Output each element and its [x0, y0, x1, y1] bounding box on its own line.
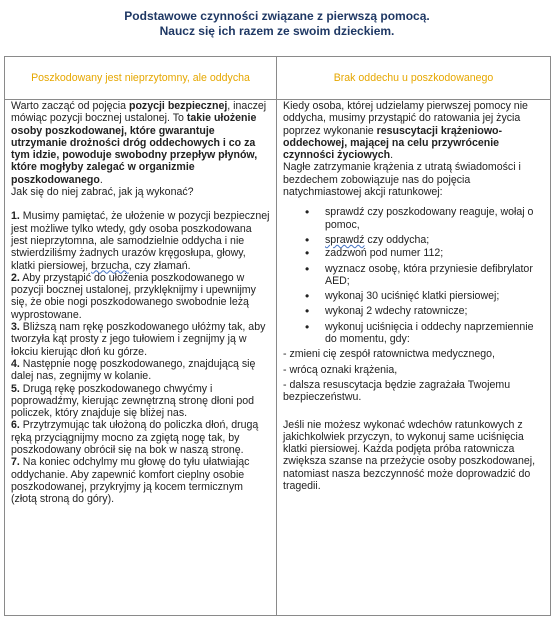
spellcheck-underlined-word: sprawdź: [325, 233, 365, 246]
dash-item: - wrócą oznaki krążenia,: [283, 363, 398, 376]
document-title: [0, 9, 554, 39]
intro-text: .: [390, 149, 394, 162]
step-4: [11, 358, 270, 383]
step-3: [11, 321, 270, 358]
title-line-2: Naucz się ich razem ze swoim dzieckiem.: [159, 24, 395, 38]
step-text: Bliższą nam rękę poszkodowanego ułóżmy tak, aby tworzyła kąt prosty z jego tułowiem i zegnijmy ją w łokciu kierując dłoń ku górze.: [11, 321, 266, 358]
step-text: Przytrzymując tak ułożoną do policzka dłoń, drugą ręką przyciągnijmy mocno za zgiętą nogę tak, by poszkodowany obrócił się na bok w naszą stronę.: [11, 419, 259, 457]
step-number: 6.: [11, 419, 20, 432]
header-row: [5, 57, 551, 100]
closing-paragraph: Jeśli nie możesz wykonać wdechów ratunkowych z jakichkolwiek przyczyn, to wykonuj same uciśnięcia klatki piersiowej. Każda podjęta próba ratownicza zwiększa szanse na przeżycie osoby poszkodowanej, natomiast nasza bezczynność może doprowadzić do tragedii.: [283, 418, 536, 493]
bullet-text: czy oddycha;: [364, 233, 430, 246]
step-text: Drugą rękę poszkodowanego chwyćmy i poprowadźmy, kierując zewnętrzną stronę dłoni pod policzek, który znajduje się bliżej nas.: [11, 382, 254, 420]
left-column-header: Poszkodowany jest nieprzytomny, ale oddycha: [5, 57, 277, 100]
step-text: Na koniec odchylmy mu głowę do tyłu ułatwiając oddychanie. Aby zapewnić komfort cieplny osobie poszkodowanej, przykryjmy ją kocem termicznym (złotą stroną do góry).: [11, 456, 250, 506]
intro-text: Kiedy osoba, której udzielamy pierwszej pomocy nie oddycha, musimy przystąpić do ratowania jej życia poprzez wykonanie: [283, 100, 528, 137]
left-column-content: [5, 100, 277, 616]
intro-text: Warto zacząć od pojęcia: [11, 100, 129, 112]
step-text: , czy złamań.: [128, 259, 191, 272]
left-intro-question: Jak się do niej zabrać, jak ją wykonać?: [11, 186, 194, 199]
step-text: Musimy pamiętać, że ułożenie w pozycji bezpiecznej jest możliwe tylko wtedy, gdy osoba poszkodowana jest nieprzytomna, ale samodzielnie oddycha i nie stwierdziliśmy żadnych urazów kręgosłupa, głowy, klatki piersiowej,: [11, 210, 270, 272]
dash-item: - dalsza resuscytacja będzie zagrażała Twojemu bezpieczeństwu.: [283, 378, 511, 404]
step-1: [11, 210, 270, 271]
bullet-item: • wykonuj uciśnięcia i oddechy naprzemiennie do momentu, gdy:: [325, 321, 544, 346]
right-column-header: Brak oddechu u poszkodowanego: [277, 57, 551, 100]
step-6: [11, 419, 270, 456]
action-bullet-list: [283, 206, 544, 345]
right-intro-paragraph-2: Nagłe zatrzymanie krążenia z utratą świadomości i bezdechem zobowiązuje nas do pojęcia natychmiastowej akcji ratunkowej:: [283, 161, 521, 199]
left-intro-paragraph: [11, 100, 270, 186]
step-number: 5.: [11, 382, 20, 395]
bullet-item: [325, 234, 544, 246]
step-7: [11, 456, 270, 505]
step-text: Aby przystąpić do ułożenia poszkodowanego w pozycji bocznej ustalonej, przyklęknijmy i upewnijmy się, że obie nogi poszkodowanego swobodnie leżą wyprostowane.: [11, 271, 256, 321]
bullet-item: • wykonaj 2 wdechy ratownicze;: [325, 305, 544, 317]
bullet-item: • wykonaj 30 uciśnięć klatki piersiowej;: [325, 290, 544, 302]
right-column-content: [277, 100, 551, 616]
intro-text: .: [99, 173, 103, 186]
intro-bold-definition: takie ułożenie osoby poszkodowanej, które gwarantuje utrzymanie drożności dróg oddechowych i co za tym idzie, powoduje swobodny przepływ płynów, które mogłyby zalegać w organizmie poszkodowanego: [11, 112, 258, 186]
step-number: 1.: [11, 210, 20, 223]
dash-list: [283, 348, 544, 403]
intro-bold-term: pozycji bezpiecznej: [128, 100, 228, 112]
step-number: 7.: [11, 456, 20, 469]
first-aid-table: [4, 56, 551, 616]
step-text: Następnie nogę poszkodowanego, znajdującą się dalej nas, zegnijmy w kolanie.: [11, 357, 256, 383]
bullet-item: • sprawdź czy poszkodowany reaguje, wołaj o pomoc,: [325, 206, 544, 231]
dash-item: - zmieni cię zespół ratownictwa medycznego,: [283, 348, 495, 361]
intro-text: , inaczej mówiąc pozycji bocznej ustalonej. To: [11, 100, 267, 125]
step-number: 4.: [11, 357, 20, 370]
step-number: 3.: [11, 321, 20, 334]
bullet-item: • wyznacz osobę, która przyniesie defibrylator AED;: [325, 263, 544, 288]
bullet-item: • zadzwoń pod numer 112;: [325, 247, 544, 259]
step-number: 2.: [11, 271, 20, 284]
spellcheck-underlined-word: brzucha: [91, 259, 129, 272]
content-row: [5, 100, 551, 616]
step-2: [11, 272, 270, 321]
intro-bold-term: resuscytacji krążeniowo-oddechowej, mającej na celu przywrócenie czynności życiowych: [283, 124, 503, 162]
right-intro-paragraph: [283, 100, 544, 161]
step-5: [11, 383, 270, 420]
title-line-1: Podstawowe czynności związane z pierwszą pomocą.: [124, 9, 430, 23]
